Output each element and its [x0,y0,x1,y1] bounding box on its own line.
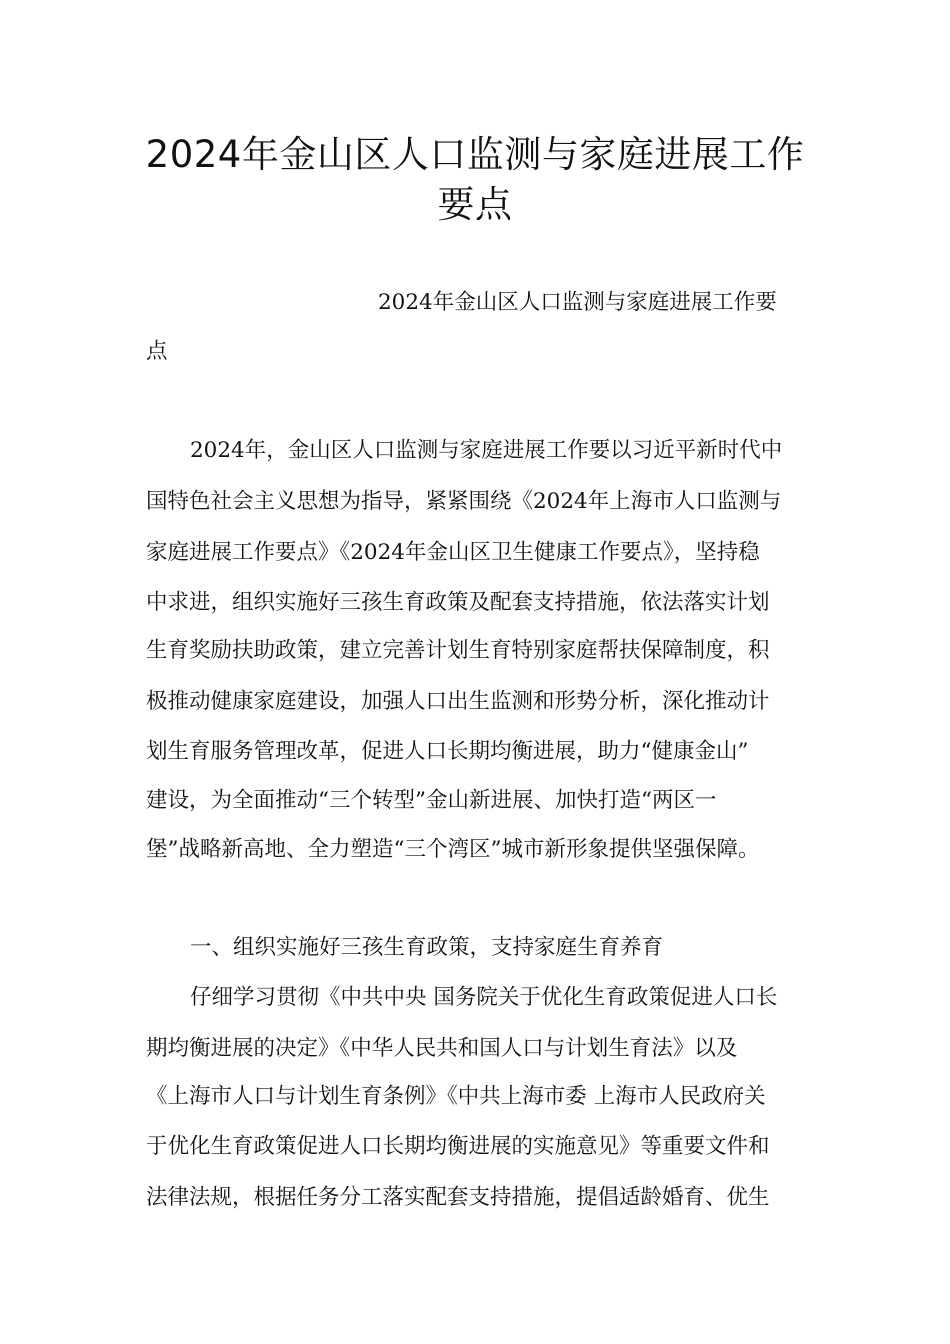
intro-paragraph-line: 划生育服务管理改革，促进人口长期均衡进展，助力“健康金山” [146,739,749,764]
section-1-paragraph-line: 《上海市人口与计划生育条例》《中共上海市委 上海市人民政府关 [146,1084,766,1109]
intro-paragraph-line: 极推动健康家庭建设，加强人口出生监测和形势分析，深化推动计 [146,689,770,714]
intro-paragraph-line: 2024年，金山区人口监测与家庭进展工作要以习近平新时代中 [190,438,783,463]
intro-paragraph-line: 生育奖励扶助政策，建立完善计划生育特别家庭帮扶保障制度，积 [146,638,770,663]
subtitle-line-2: 点 [146,339,168,364]
section-1-heading: 一、组织实施好三孩生育政策，支持家庭生育养育 [190,935,664,960]
intro-paragraph-line: 堡”战略新高地、全力塑造“三个湾区”城市新形象提供坚强保障。 [146,837,760,862]
intro-paragraph-line: 建设，为全面推动“三个转型”金山新进展、加快打造“两区一 [146,788,717,813]
section-1-paragraph-line: 仔细学习贯彻《中共中央 国务院关于优化生育政策促进人口长 [190,985,778,1010]
intro-paragraph-line: 国特色社会主义思想为指导，紧紧围绕《2024年上海市人口监测与 [146,489,782,514]
document-title-line-1: 2024年金山区人口监测与家庭进展工作 [145,133,805,176]
intro-paragraph-line: 中求进，组织实施好三孩生育政策及配套支持措施，依法落实计划 [146,590,770,615]
document-title-line-2: 要点 [437,183,513,226]
section-1-paragraph-line: 期均衡进展的决定》《中华人民共和国人口与计划生育法》以及 [146,1036,738,1061]
section-1-paragraph-line: 于优化生育政策促进人口长期均衡进展的实施意见》等重要文件和 [146,1134,770,1159]
section-1-paragraph-line: 法律法规，根据任务分工落实配套支持措施，提倡适龄婚育、优生 [146,1185,770,1210]
intro-paragraph-line: 家庭进展工作要点》《2024年金山区卫生健康工作要点》，坚持稳 [146,540,760,565]
subtitle-line-1: 2024年金山区人口监测与家庭进展工作要 [378,290,777,315]
